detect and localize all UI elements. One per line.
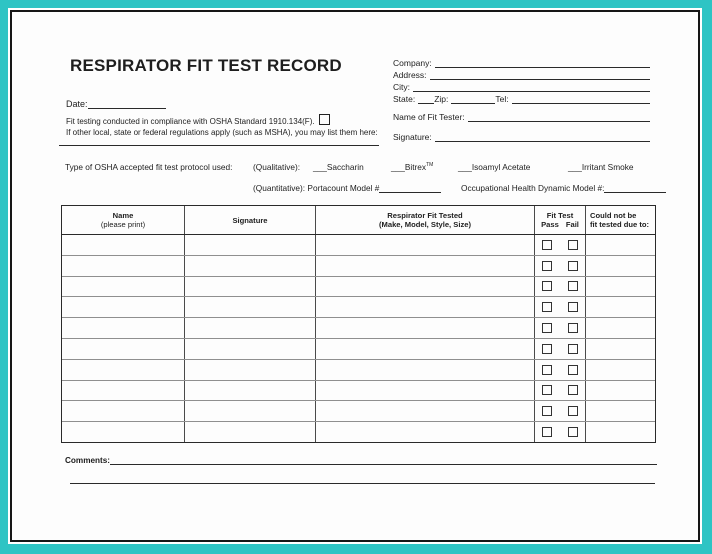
fail-checkbox[interactable] — [568, 385, 578, 395]
name-cell[interactable] — [62, 339, 185, 359]
pass-checkbox[interactable] — [542, 365, 552, 375]
fit-tester-field — [393, 112, 650, 122]
signature-cell[interactable] — [185, 297, 316, 317]
pass-checkbox[interactable] — [542, 344, 552, 354]
signature-field — [393, 132, 650, 142]
header-signature: Signature — [185, 206, 316, 234]
fail-checkbox[interactable] — [568, 302, 578, 312]
could-not-cell[interactable] — [586, 381, 655, 401]
name-cell[interactable] — [62, 318, 185, 338]
respirator-cell[interactable] — [316, 277, 535, 297]
fit-test-cell — [535, 318, 586, 338]
table-row — [62, 380, 655, 401]
signature-cell[interactable] — [185, 339, 316, 359]
company-label: Company: — [393, 58, 432, 68]
fit-table-body — [62, 234, 655, 442]
option-saccharin[interactable]: ___Saccharin — [313, 162, 364, 172]
respirator-cell[interactable] — [316, 256, 535, 276]
city-blank-line[interactable] — [413, 82, 650, 92]
pass-checkbox[interactable] — [542, 427, 552, 437]
signature-cell[interactable] — [185, 422, 316, 442]
fit-test-cell — [535, 401, 586, 421]
pass-checkbox[interactable] — [542, 406, 552, 416]
city-field — [393, 82, 650, 92]
signature-cell[interactable] — [185, 360, 316, 380]
signature-blank-line[interactable] — [435, 132, 650, 142]
comments-field — [65, 456, 657, 465]
fail-checkbox[interactable] — [568, 281, 578, 291]
table-row — [62, 421, 655, 442]
respirator-cell[interactable] — [316, 339, 535, 359]
fit-test-cell — [535, 360, 586, 380]
fit-tester-label: Name of Fit Tester: — [393, 112, 465, 122]
fail-checkbox[interactable] — [568, 323, 578, 333]
protocol-intro: Type of OSHA accepted fit test protocol used: — [65, 162, 233, 172]
city-label: City: — [393, 82, 410, 92]
comments-blank-line-1[interactable] — [110, 456, 657, 465]
date-field — [66, 99, 166, 109]
osha-compliance-checkbox[interactable] — [319, 114, 330, 125]
table-row — [62, 296, 655, 317]
could-not-cell[interactable] — [586, 339, 655, 359]
fail-checkbox[interactable] — [568, 261, 578, 271]
table-header-row — [62, 206, 655, 234]
fit-test-cell — [535, 297, 586, 317]
signature-cell[interactable] — [185, 318, 316, 338]
pass-checkbox[interactable] — [542, 385, 552, 395]
state-blank-line[interactable] — [418, 94, 434, 104]
fail-checkbox[interactable] — [568, 427, 578, 437]
page-title: RESPIRATOR FIT TEST RECORD — [70, 56, 342, 75]
respirator-cell[interactable] — [316, 401, 535, 421]
option-isoamyl-acetate[interactable]: ___Isoamyl Acetate — [458, 162, 531, 172]
respirator-cell[interactable] — [316, 360, 535, 380]
name-cell[interactable] — [62, 235, 185, 255]
table-row — [62, 317, 655, 338]
portacount-field — [253, 183, 441, 193]
could-not-cell[interactable] — [586, 422, 655, 442]
state-label: State: — [393, 94, 416, 104]
fit-test-cell — [535, 422, 586, 442]
table-row — [62, 400, 655, 421]
option-irritant-smoke[interactable]: ___Irritant Smoke — [568, 162, 634, 172]
name-cell[interactable] — [62, 297, 185, 317]
table-row — [62, 359, 655, 380]
respirator-cell[interactable] — [316, 235, 535, 255]
dynamic-model-label: Occupational Health Dynamic Model #: — [461, 183, 605, 193]
regulations-blank-line[interactable] — [59, 145, 379, 146]
could-not-cell[interactable] — [586, 318, 655, 338]
fit-test-cell — [535, 277, 586, 297]
pass-checkbox[interactable] — [542, 240, 552, 250]
comments-label: Comments: — [65, 456, 111, 465]
state-zip-tel-field — [393, 94, 650, 104]
company-blank-line[interactable] — [435, 58, 650, 68]
tel-blank-line[interactable] — [512, 94, 650, 104]
compliance-statement — [66, 116, 378, 138]
fit-tester-blank-line[interactable] — [468, 112, 650, 122]
header-could-not: Could not be fit tested due to: — [590, 211, 650, 229]
name-cell[interactable] — [62, 256, 185, 276]
respirator-cell[interactable] — [316, 381, 535, 401]
dynamic-model-blank-line[interactable] — [604, 183, 666, 193]
name-cell[interactable] — [62, 422, 185, 442]
fit-test-cell — [535, 235, 586, 255]
dynamic-model-field — [461, 183, 666, 193]
header-pass: Pass — [541, 220, 559, 229]
name-cell[interactable] — [62, 401, 185, 421]
table-row — [62, 338, 655, 359]
company-field — [393, 58, 650, 68]
pass-checkbox[interactable] — [542, 302, 552, 312]
qualitative-label: (Qualitative): — [253, 162, 301, 172]
respirator-cell[interactable] — [316, 297, 535, 317]
fail-checkbox[interactable] — [568, 365, 578, 375]
portacount-label: Portacount Model # — [307, 183, 380, 193]
option-bitrex[interactable]: ___Bitrex™ — [391, 162, 434, 172]
pass-checkbox[interactable] — [542, 281, 552, 291]
signature-cell[interactable] — [185, 235, 316, 255]
could-not-cell[interactable] — [586, 360, 655, 380]
fail-checkbox[interactable] — [568, 240, 578, 250]
portacount-blank-line[interactable] — [379, 183, 441, 193]
name-cell[interactable] — [62, 360, 185, 380]
signature-label: Signature: — [393, 132, 432, 142]
pass-checkbox[interactable] — [542, 261, 552, 271]
tel-label: Tel: — [495, 94, 509, 104]
date-blank-line[interactable] — [88, 99, 166, 109]
table-row — [62, 276, 655, 297]
fail-checkbox[interactable] — [568, 406, 578, 416]
comments-blank-line-2[interactable] — [70, 483, 655, 484]
signature-cell[interactable] — [185, 256, 316, 276]
header-fit-test: Fit Test Pass Fail — [535, 206, 586, 234]
could-not-cell[interactable] — [586, 256, 655, 276]
quantitative-label: (Quantitative): — [253, 183, 306, 193]
name-cell[interactable] — [62, 381, 185, 401]
date-label: Date: — [66, 99, 88, 109]
compliance-line2: If other local, state or federal regulations apply (such as MSHA), you may list them here: — [66, 128, 378, 137]
respirator-cell[interactable] — [316, 422, 535, 442]
address-label: Address: — [393, 70, 427, 80]
table-row — [62, 234, 655, 255]
signature-cell[interactable] — [185, 277, 316, 297]
name-cell[interactable] — [62, 277, 185, 297]
could-not-cell[interactable] — [586, 235, 655, 255]
signature-cell[interactable] — [185, 381, 316, 401]
address-blank-line[interactable] — [430, 70, 650, 80]
could-not-cell[interactable] — [586, 297, 655, 317]
form-page — [10, 10, 700, 542]
could-not-cell[interactable] — [586, 401, 655, 421]
header-name: Name (please print) — [62, 206, 185, 234]
fit-test-cell — [535, 339, 586, 359]
header-fail: Fail — [565, 220, 579, 229]
pass-checkbox[interactable] — [542, 323, 552, 333]
respirator-cell[interactable] — [316, 318, 535, 338]
scan-mat — [8, 8, 702, 544]
compliance-line1: Fit testing conducted in compliance with OSHA Standard 1910.134(F). — [66, 117, 315, 126]
fit-test-cell — [535, 256, 586, 276]
fit-test-table — [61, 205, 656, 443]
could-not-cell[interactable] — [586, 277, 655, 297]
header-respirator: Respirator Fit Tested (Make, Model, Style, Size) — [316, 206, 535, 234]
table-row — [62, 255, 655, 276]
fit-test-cell — [535, 381, 586, 401]
signature-cell[interactable] — [185, 401, 316, 421]
fail-checkbox[interactable] — [568, 344, 578, 354]
zip-blank-line[interactable] — [451, 94, 495, 104]
address-field — [393, 70, 650, 80]
zip-label: Zip: — [434, 94, 449, 104]
